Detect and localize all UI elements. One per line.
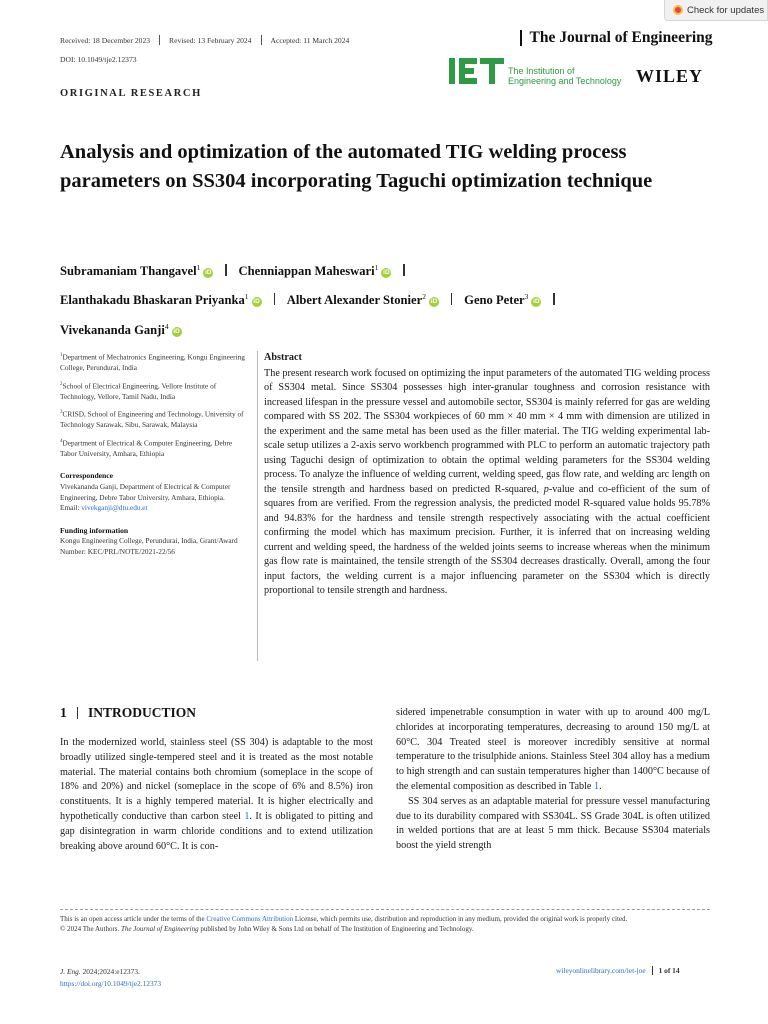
- date-divider: [261, 35, 262, 45]
- p-value-symbol: p: [543, 483, 549, 495]
- doi-link[interactable]: https://doi.org/10.1049/tje2.12373: [60, 978, 162, 988]
- author-divider: [553, 293, 554, 305]
- iet-institution-name: [508, 66, 621, 86]
- paragraph-text: . It is obligated to pitting and gap disintegration in warm chloride conditions and to extend utilization breaking above around 60°C. It is con-: [60, 810, 373, 852]
- author-divider: [274, 293, 275, 305]
- page-number: 1 of 14: [658, 966, 680, 975]
- table-reference-link[interactable]: 1: [593, 780, 600, 792]
- author-name: Subramaniam Thangavel: [60, 264, 197, 279]
- iet-line-2: Engineering and Technology: [508, 76, 622, 86]
- orcid-icon[interactable]: iD: [205, 269, 212, 277]
- affiliation-number: 2: [60, 381, 63, 387]
- paragraph: [396, 706, 710, 795]
- paragraph-text: In the modernized world, stainless steel (SS 304) is adaptable to the most broadly utilized single-tempered steel and it is treated as the most notable material. The material contains both chromium (someplace in the scope of 18% and 20%) and nickel (someplace in the scope of 6% and 8.5%) iron constituents. It is a highly tempered material. It is higher electrically and hypothetically conductive than carbon steel: [60, 737, 373, 822]
- funding-heading: Funding information: [60, 525, 129, 535]
- correspondence-text: Vivekananda Ganji, Department of Electrical & Computer Engineering, Debre Tabor University, Amhara, Ethiopia.: [60, 482, 231, 502]
- author-divider: [403, 264, 404, 276]
- page-info: [556, 966, 680, 975]
- footer-divider: [60, 909, 710, 910]
- license-text: [60, 914, 710, 924]
- abstract-heading: Abstract: [264, 352, 302, 363]
- author-affiliation-number: 2: [422, 292, 426, 302]
- affiliation-number: 1: [60, 353, 63, 358]
- abstract: [264, 351, 710, 599]
- journal-divider: [520, 30, 522, 46]
- publisher-logo: WILEY: [636, 66, 704, 86]
- paragraph-text: .: [599, 780, 602, 792]
- license-notice: [60, 914, 710, 935]
- license-text-part: This is an open access article under the terms of the: [60, 915, 207, 923]
- copyright-text: © 2024 The Authors.: [60, 925, 121, 934]
- author[interactable]: [60, 323, 182, 337]
- copyright-journal: The Journal of Engineering: [121, 925, 199, 934]
- copyright-text: published by John Wiley & Sons Ltd on behalf of The Institution of Engineering and Technology.: [198, 925, 474, 934]
- accepted-date: Accepted: 11 March 2024: [270, 35, 350, 45]
- author-affiliation-number: 1: [374, 263, 379, 272]
- check-for-updates-button[interactable]: [664, 0, 768, 21]
- author-affiliation-number: 1: [196, 263, 201, 272]
- author-name: Chenniappan Maheswari: [238, 264, 375, 279]
- author-list: [60, 255, 720, 343]
- body-column-1: [60, 736, 373, 854]
- author-name: Albert Alexander Stonier: [286, 293, 423, 308]
- article-type: ORIGINAL RESEARCH: [60, 88, 202, 99]
- orcid-icon[interactable]: iD: [533, 298, 540, 306]
- email-link[interactable]: vivekganji@dtu.edu.et: [81, 503, 148, 513]
- author-affiliation-number: 3: [524, 292, 529, 302]
- correspondence-email: [60, 503, 250, 514]
- author-name: Elanthakadu Bhaskaran Priyanka: [60, 293, 245, 308]
- section-number: 1: [60, 705, 67, 720]
- page-divider: [652, 966, 653, 975]
- received-date: Received: 18 December 2023: [60, 35, 151, 45]
- citation-volume: 2024;2024:e12373.: [80, 967, 140, 976]
- reference-link[interactable]: 1: [244, 810, 250, 822]
- citation: [60, 966, 161, 989]
- funding-text: Kongu Engineering College, Perundurai, India, Grant/Award Number: KEC/PRL/NOTE/2021-22/56: [60, 536, 238, 556]
- iet-line-1: The Institution of: [508, 66, 575, 76]
- affiliation: [60, 351, 250, 374]
- section-divider: [77, 707, 78, 719]
- orcid-icon[interactable]: iD: [383, 269, 390, 277]
- article-info-column: [60, 351, 250, 558]
- journal-name: [520, 29, 713, 47]
- correspondence-heading: Correspondence: [60, 471, 114, 481]
- affiliation-text: Department of Electrical & Computer Engineering, Debre Tabor University, Amhara, Ethiopia: [60, 438, 233, 458]
- author[interactable]: [60, 293, 262, 307]
- orcid-icon[interactable]: iD: [173, 327, 180, 335]
- article-dates: [60, 35, 349, 45]
- check-updates-icon: [673, 5, 683, 15]
- affiliation-text: School of Electrical Engineering, Vellore Institute of Technology, Vellore, Tamil Nadu, India: [60, 381, 217, 401]
- author-name: Vivekananda Ganji: [60, 322, 165, 337]
- orcid-icon[interactable]: iD: [253, 298, 260, 306]
- article-title: Analysis and optimization of the automated TIG welding process parameters on SS304 incorporating Taguchi optimization technique: [60, 141, 653, 192]
- license-link[interactable]: Creative Commons Attribution: [206, 915, 294, 923]
- affiliation-number: 4: [60, 438, 63, 444]
- section-title: INTRODUCTION: [87, 705, 196, 720]
- author-affiliation-number: 4: [164, 321, 169, 331]
- body-column-2: [396, 706, 710, 854]
- author-divider: [451, 293, 452, 305]
- affiliation-text: Department of Mechatronics Engineering, Kongu Engineering College, Perundurai, India: [60, 352, 245, 373]
- author[interactable]: [239, 264, 392, 278]
- citation-line: [60, 966, 161, 978]
- author-affiliation-number: 1: [244, 292, 249, 302]
- doi: DOI: 10.1049/tje2.12373: [60, 55, 137, 64]
- abstract-text-part: The present research work focused on optimizing the input parameters of the automated TIG welding process of SS304 metal. Since SS304 possesses high inter-granular toughness and corrosion resistance with increased lifespan in the pressure vessel and automobile sector, SS304 is mainly referred for gas are welding compared with SS 202. The SS304 workpieces of 60 mm × 40 mm × 4 mm with dimension are utilized in the experiment and the same metal has been used as the filler material. The TIG welding experimental lab-scale setup utilizes a 2-axis servo workbench programmed with PLC to perform an automatic trajectory path using Taguchi design of optimization to obtain the optimal welding parameters for the SS304 welding process. To analyze the influence of welding current, welding speed, gas flow rate, and welding arc length on the tensile strength and hardness based on predicted R-squared,: [264, 367, 710, 495]
- date-divider: [159, 35, 160, 45]
- paragraph: SS 304 serves as an adaptable material for pressure vessel manufacturing due to its durability compared with SS304L. SS Grade 304L is often utilized in welded portions that are at least 5 mm thick. Because SS304 materials boost the yield strength: [396, 795, 710, 852]
- abstract-text: [264, 367, 710, 599]
- journal-site-link[interactable]: wileyonlinelibrary.com/iet-joe: [556, 966, 646, 975]
- section-heading: [60, 705, 196, 721]
- author[interactable]: [287, 293, 439, 307]
- citation-journal: J. Eng.: [60, 967, 81, 976]
- copyright: [60, 924, 710, 934]
- abstract-text-part: -value and co-efficient of the sum of squares from are verified. From the regression analysis, the predicted model R-squared value holds 95.78% and 94.83% for the hardness and tensile strength respectively associating with the actual coefficient confirming the model which has maximum precision. Further, it is inferred that on increasing welding current and welding speed, the hardness of the welded joints seems to increase whereas when the minimum gas flow rate is maintained, the tensile strength of the SS304 decreases drastically. Overall, among the four input factors, the welding current is a major influencing parameter on the SS304 which is directly proportional to tensile strength and hardness.: [264, 483, 710, 596]
- affiliation-text: CRISD, School of Engineering and Technology, University of Technology Sarawak, Sibu, Sarawak, Malaysia: [60, 409, 244, 430]
- revised-date: Revised: 13 February 2024: [169, 35, 252, 45]
- affiliation: [60, 408, 250, 431]
- license-text-part: License, which permits use, distribution and reproduction in any medium, provided the original work is properly cited.: [293, 915, 628, 923]
- affiliation-number: 3: [60, 410, 63, 416]
- orcid-icon[interactable]: iD: [430, 298, 438, 306]
- column-divider: [257, 351, 258, 661]
- author[interactable]: [464, 293, 541, 307]
- author-divider: [225, 264, 226, 276]
- check-updates-label: Check for updates: [687, 4, 765, 16]
- email-label: Email:: [60, 503, 82, 513]
- iet-logo-icon: [449, 58, 505, 84]
- affiliation: [60, 380, 250, 403]
- affiliation: [60, 437, 250, 460]
- journal-title: The Journal of Engineering: [529, 29, 713, 46]
- author-name: Geno Peter: [464, 293, 525, 308]
- paragraph-text: sidered impenetrable consumption in water with up to around 400 mg/L chlorides at incorporating temperatures, decreasing to around 150 mg/L at 60°C. 304 Treated steel is moreover incredibly sensitive at normal temperature to the trisulphide anions. Stainless Steel 304 alloy has a medium to high strength and can sustain temperatures higher than 1400°C because of the elemental composition as described in Table: [396, 707, 710, 792]
- author[interactable]: [60, 264, 213, 278]
